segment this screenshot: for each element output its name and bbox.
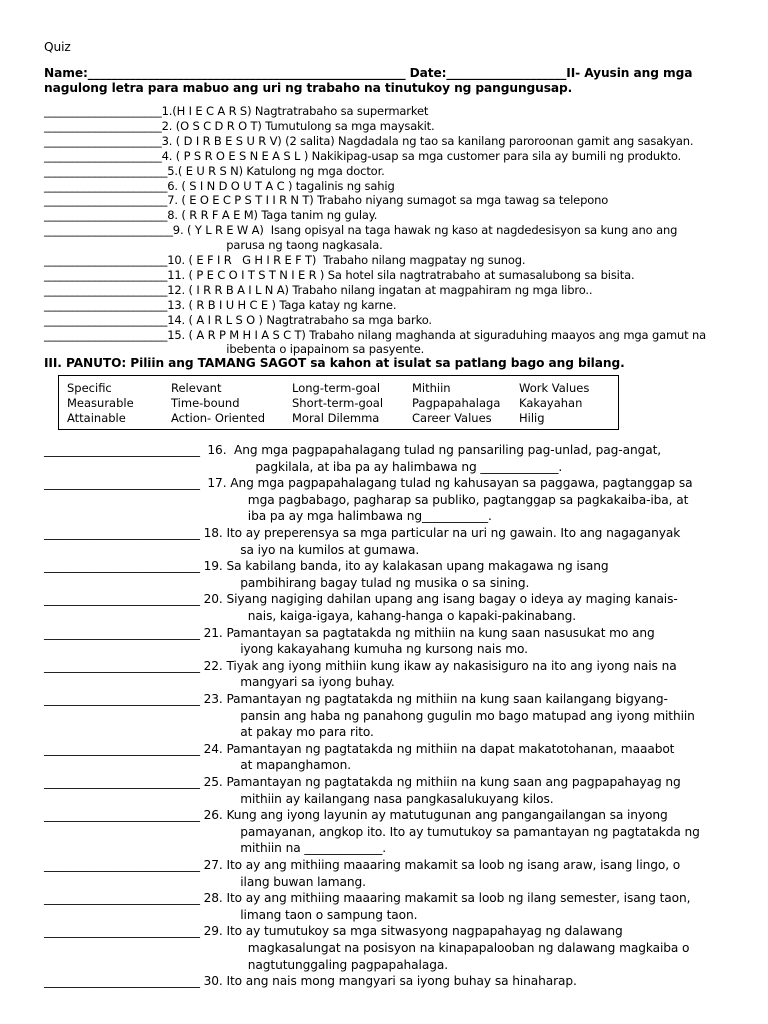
question-line: ______________________11. ( P E C O I T S T N I E R ) Sa hotel sila nagtratrabaho at sumasalubong sa bisita. <box>44 267 635 282</box>
question-line: nagtutunggaling pagpapahalaga. <box>44 957 448 972</box>
word-bank-term: Measurable <box>67 396 134 410</box>
word-bank-term: Kakayahan <box>519 396 583 410</box>
question-line: nais, kaiga-igaya, kahang-hanga o kapaki-pakinabang. <box>44 609 577 623</box>
question-line: mga pagbabago, pagharap sa publiko, pagtanggap sa pagkakaiba-iba, at <box>44 492 689 507</box>
word-bank-box <box>58 375 619 430</box>
question-line: ______________________13. ( R B I U H C E ) Taga katay ng karne. <box>44 297 397 312</box>
question-line: _____________________4. ( P S R O E S N E A S L ) Nakikipag-usap sa mga customer para sila ay bumili ng produkto. <box>44 148 682 163</box>
question-line: __________________________ 25. Pamantayan ng pagtatakda ng mithiin na kung saan ang pagpapahayag ng <box>44 775 681 789</box>
word-bank-term: Action- Oriented <box>171 411 266 425</box>
word-bank-term: Hilig <box>519 411 545 425</box>
quiz-title: Quiz <box>44 40 71 54</box>
question-line: __________________________ 26. Kung ang iyong layunin ay matutugunan ang pangangailangan sa inyong <box>44 808 668 823</box>
question-line: __________________________ 30. Ito ang nais mong mangyari sa iyong buhay sa hinaharap. <box>44 974 577 989</box>
word-bank-term: Specific <box>67 381 112 395</box>
word-bank-term: Long-term-goal <box>292 381 381 395</box>
question-line: ______________________8. ( R R F A E M) Taga tanim ng gulay. <box>44 208 378 223</box>
word-bank-term: Career Values <box>412 411 492 425</box>
question-line: sa iyo na kumilos at gumawa. <box>44 542 420 557</box>
question-line: ______________________14. ( A I R L S O ) Nagtratrabaho sa mga barko. <box>44 312 432 327</box>
question-line: ______________________6. ( S I N D O U T A C ) tagalinis ng sahig <box>44 178 395 193</box>
question-line: __________________________ 29. Ito ay tumutukoy sa mga sitwasyong nagpapahayag ng dalawang <box>44 924 623 939</box>
question-line: at pakay mo para rito. <box>44 725 374 740</box>
word-bank-term: Attainable <box>67 411 126 425</box>
word-bank-term: Work Values <box>519 381 590 395</box>
word-bank-term: Time-bound <box>171 396 240 410</box>
question-line: __________________________ 24. Pamantayan ng pagtatakda ng mithiin na dapat makatotohanan, maaabot <box>44 741 675 756</box>
word-bank-term: Mithiin <box>412 381 451 395</box>
question-line: ilang buwan lamang. <box>44 874 366 889</box>
question-line: ______________________5.( E U R S N) Katulong ng mga doctor. <box>44 163 385 178</box>
question-line: __________________________ 22. Tiyak ang iyong mithiin kung ikaw ay nakasisiguro na ito ang iyong nais na <box>44 658 677 673</box>
question-line: _____________________3. ( D I R B E S U R V) (2 salita) Nagdadala ng tao sa kanilang paroroonan gamit ang sasakyan. <box>44 133 694 148</box>
question-line: _____________________2. (O S C D R O T) Tumutulong sa mga maysakit. <box>44 118 435 133</box>
question-line: limang taon o sampung taon. <box>44 907 418 922</box>
question-line: __________________________ 18. Ito ay preperensya sa mga particular na uri ng gawain. Ito ang nagaganyak <box>44 526 681 540</box>
name-date-line: Name:_____________________________________________________ Date:____________________II- Ayusin ang mga <box>44 66 693 80</box>
word-bank-term: Relevant <box>171 381 222 395</box>
question-line: iyong kakayahang kumuha ng kursong nais mo. <box>44 642 528 657</box>
question-line: pagkilala, at iba pa ay halimbawa ng _____________. <box>44 459 563 474</box>
question-line: __________________________ 19. Sa kabilang banda, ito ay kalakasan upang makagawa ng isang <box>44 559 609 574</box>
section2-instruction: nagulong letra para mabuo ang uri ng trabaho na tinutukoy ng pangungusap. <box>44 81 573 95</box>
question-line: iba pa ay mga halimbawa ng___________. <box>44 509 492 524</box>
question-line: __________________________ 28. Ito ay ang mithiing maaaring makamit sa loob ng ilang semester, isang taon, <box>44 891 691 906</box>
question-line: mithiin ay kailangang nasa pangkasalukuyang kilos. <box>44 791 554 806</box>
question-line: at mapanghamon. <box>44 758 351 773</box>
question-line: ibebenta o ipapainom sa pasyente. <box>44 342 425 357</box>
question-line: mangyari sa iyong buhay. <box>44 675 395 690</box>
question-line: __________________________ 17. Ang mga pagpapahalagang tulad ng kahusayan sa paggawa, pagtanggap sa <box>44 476 693 491</box>
question-line: ______________________7. ( E O E C P S T I I R N T) Trabaho niyang sumagot sa mga tawag sa telepono <box>44 193 609 208</box>
word-bank-term: Short-term-goal <box>292 396 384 410</box>
question-line: __________________________ 20. Siyang nagiging dahilan upang ang isang bagay o ideya ay maging kanais- <box>44 592 678 607</box>
question-line: ______________________15. ( A R P M H I A S C T) Trabaho nilang maghanda at siguraduhing maayos ang mga gamut na <box>44 327 707 342</box>
question-line: _____________________1.(H I E C A R S) Nagtratrabaho sa supermarket <box>44 104 429 118</box>
question-line: __________________________ 23. Pamantayan ng pagtatakda ng mithiin na kung saan kailangang bigyang- <box>44 692 668 706</box>
word-bank-term: Moral Dilemma <box>292 411 380 425</box>
question-line: __________________________ 21. Pamantayan sa pagtatakda ng mithiin na kung saan nasusukat mo ang <box>44 625 655 640</box>
question-line: mithiin na _____________. <box>44 841 387 856</box>
question-line: ______________________10. ( E F I R G H I R E F T) Trabaho nilang magpatay ng sunog. <box>44 253 526 267</box>
word-bank-term: Pagpapahalaga <box>412 396 501 410</box>
question-line: ______________________12. ( I R R B A I L N A) Trabaho nilang ingatan at magpahiram ng mga libro.. <box>44 282 593 297</box>
question-line: magkasalungat na posisyon na kinapapalooban ng dalawang magkaiba o <box>44 941 690 955</box>
question-line: pamayanan, angkop ito. Ito ay tumutukoy sa pamantayan ng pagtatakda ng <box>44 824 700 839</box>
question-line: _______________________9. ( Y L R E W A) Isang opisyal na taga hawak ng kaso at nagdedesisyon sa kung ano ang <box>44 223 678 238</box>
question-line: pansin ang haba ng panahong gugulin mo bago matupad ang iyong mithiin <box>44 708 695 723</box>
question-line: __________________________ 16. Ang mga pagpapahalagang tulad ng pansariling pag-unlad, pag-angat, <box>44 443 662 457</box>
section3-title: III. PANUTO: Piliin ang TAMANG SAGOT sa kahon at isulat sa patlang bago ang bilang. <box>44 356 625 370</box>
question-line: parusa ng taong nagkasala. <box>44 238 383 253</box>
question-line: pambihirang bagay tulad ng musika o sa sining. <box>44 575 530 590</box>
question-line: __________________________ 27. Ito ay ang mithiing maaaring makamit sa loob ng isang araw, isang lingo, o <box>44 858 681 872</box>
